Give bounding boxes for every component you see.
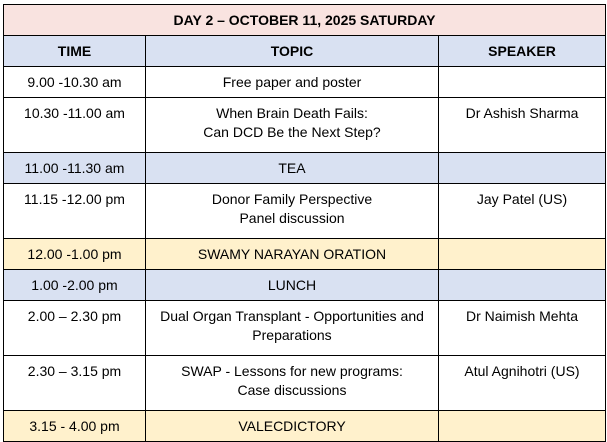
table-row <box>4 98 606 153</box>
table-row <box>4 239 606 270</box>
row-topic <box>146 411 439 442</box>
row-speaker <box>439 153 606 184</box>
row-topic <box>146 153 439 184</box>
row-time: 2.30 – 3.15 pm <box>4 356 146 411</box>
header-time: TIME <box>4 36 146 67</box>
schedule-title: DAY 2 – OCTOBER 11, 2025 SATURDAY <box>4 5 606 36</box>
row-topic <box>146 67 439 98</box>
topic-line: Panel discussion <box>239 210 345 226</box>
header-speaker: SPEAKER <box>439 36 606 67</box>
table-row <box>4 153 606 184</box>
topic-line: Can DCD Be the Next Step? <box>203 124 381 140</box>
row-speaker <box>439 270 606 301</box>
table-row <box>4 270 606 301</box>
schedule-table <box>3 4 606 442</box>
row-speaker <box>439 239 606 270</box>
header-topic: TOPIC <box>146 36 439 67</box>
topic-line: Dual Organ Transplant - Opportunities and <box>160 308 424 324</box>
topic-line: TEA <box>278 159 306 176</box>
row-speaker <box>439 411 606 442</box>
row-topic <box>146 301 439 356</box>
title-row <box>4 5 606 36</box>
topic-line: Preparations <box>252 327 332 343</box>
topic-line: SWAP - Lessons for new programs: <box>181 363 403 379</box>
row-topic <box>146 184 439 239</box>
row-time: 1.00 -2.00 pm <box>4 270 146 301</box>
table-row <box>4 301 606 356</box>
row-speaker: Jay Patel (US) <box>439 184 606 239</box>
topic-line: Donor Family Perspective <box>211 191 373 207</box>
row-topic <box>146 239 439 270</box>
topic-line: SWAMY NARAYAN ORATION <box>197 245 387 262</box>
row-time: 3.15 - 4.00 pm <box>4 411 146 442</box>
row-time: 2.00 – 2.30 pm <box>4 301 146 356</box>
header-row <box>4 36 606 67</box>
row-speaker: Atul Agnihotri (US) <box>439 356 606 411</box>
row-topic <box>146 356 439 411</box>
topic-line: VALECDICTORY <box>238 417 346 434</box>
table-row <box>4 411 606 442</box>
topic-line: Free paper and poster <box>222 73 362 90</box>
topic-line: Case discussions <box>237 382 347 398</box>
row-speaker <box>439 67 606 98</box>
row-time: 12.00 -1.00 pm <box>4 239 146 270</box>
row-time: 11.00 -11.30 am <box>4 153 146 184</box>
topic-line: LUNCH <box>267 276 317 293</box>
row-speaker: Dr Naimish Mehta <box>439 301 606 356</box>
row-topic <box>146 270 439 301</box>
row-topic <box>146 98 439 153</box>
row-time: 10.30 -11.00 am <box>4 98 146 153</box>
topic-line: When Brain Death Fails: <box>216 105 368 121</box>
row-time: 11.15 -12.00 pm <box>4 184 146 239</box>
table-row <box>4 356 606 411</box>
row-time: 9.00 -10.30 am <box>4 67 146 98</box>
row-speaker: Dr Ashish Sharma <box>439 98 606 153</box>
table-row <box>4 184 606 239</box>
table-row <box>4 67 606 98</box>
